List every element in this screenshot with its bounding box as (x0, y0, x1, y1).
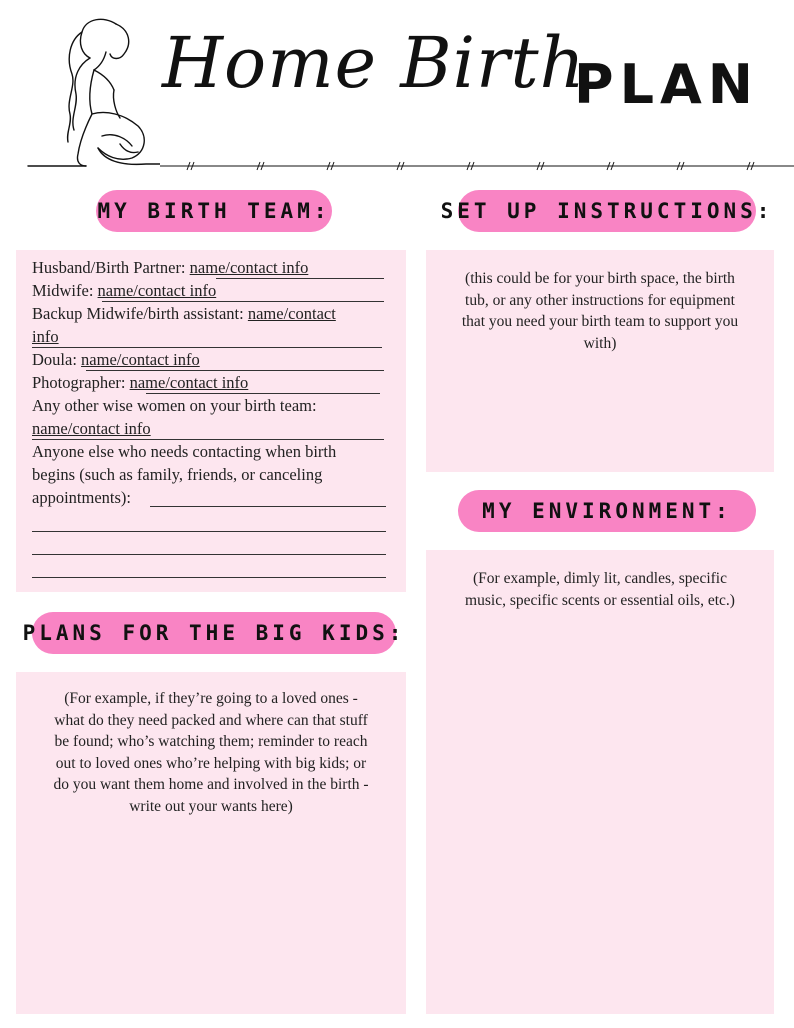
doula-line: Doula: name/contact info (32, 350, 200, 369)
anyone-else-line-3: appointments): (32, 488, 131, 507)
wise-women-contact[interactable]: name/contact info (32, 419, 151, 438)
backup-midwife-line: Backup Midwife/birth assistant: name/contact (32, 304, 336, 323)
setup-instructions-heading: SET UP INSTRUCTIONS: (458, 190, 756, 232)
wise-women-line-2 (32, 417, 151, 440)
setup-instructions-panel[interactable] (426, 250, 774, 472)
doula-contact[interactable]: name/contact info (81, 350, 200, 369)
dashed-line-divider (160, 160, 794, 172)
writing-line[interactable] (32, 577, 386, 578)
big-kids-heading: PLANS FOR THE BIG KIDS: (32, 612, 396, 654)
pregnant-woman-line-art-icon (20, 14, 160, 174)
partner-contact[interactable]: name/contact info (189, 258, 309, 277)
birth-team-panel (16, 250, 406, 592)
midwife-contact[interactable]: name/contact info (97, 281, 217, 300)
writing-line[interactable] (32, 531, 386, 532)
backup-midwife-line-2: info (32, 327, 59, 346)
big-kids-note: (For example, if they’re going to a loved ones - what do they need packed and where can that stuff be found; who’s watching them; reminder to reach out to loved ones who’re helping with big kids; or do you want them home and involved in the birth - write out your wants here) (53, 690, 369, 815)
page-title-script: Home Birth (162, 22, 586, 104)
environment-panel[interactable] (426, 550, 774, 1014)
photographer-line: Photographer: name/contact info (32, 373, 249, 392)
writing-line[interactable] (32, 554, 386, 555)
wise-women-line: Any other wise women on your birth team: (32, 396, 317, 415)
anyone-else-line-1: Anyone else who needs contacting when birth (32, 442, 337, 461)
setup-instructions-note: (this could be for your birth space, the birth tub, or any other instructions for equipment that you need your birth team to support you with) (461, 270, 739, 352)
midwife-line: Midwife: name/contact info (32, 281, 217, 300)
environment-heading: MY ENVIRONMENT: (458, 490, 756, 532)
photographer-contact[interactable]: name/contact info (129, 373, 249, 392)
backup-midwife-contact[interactable]: name/contact (247, 304, 336, 323)
environment-note: (For example, dimly lit, candles, specific music, specific scents or essential oils, etc.) (465, 570, 735, 609)
big-kids-panel[interactable] (16, 672, 406, 1014)
anyone-else-line-2: begins (such as family, friends, or canceling (32, 465, 323, 484)
partner-line: Husband/Birth Partner: name/contact info (32, 258, 309, 277)
writing-line[interactable] (150, 506, 386, 507)
birth-team-heading: MY BIRTH TEAM: (96, 190, 332, 232)
page-title-bold: PLAN (574, 53, 759, 116)
